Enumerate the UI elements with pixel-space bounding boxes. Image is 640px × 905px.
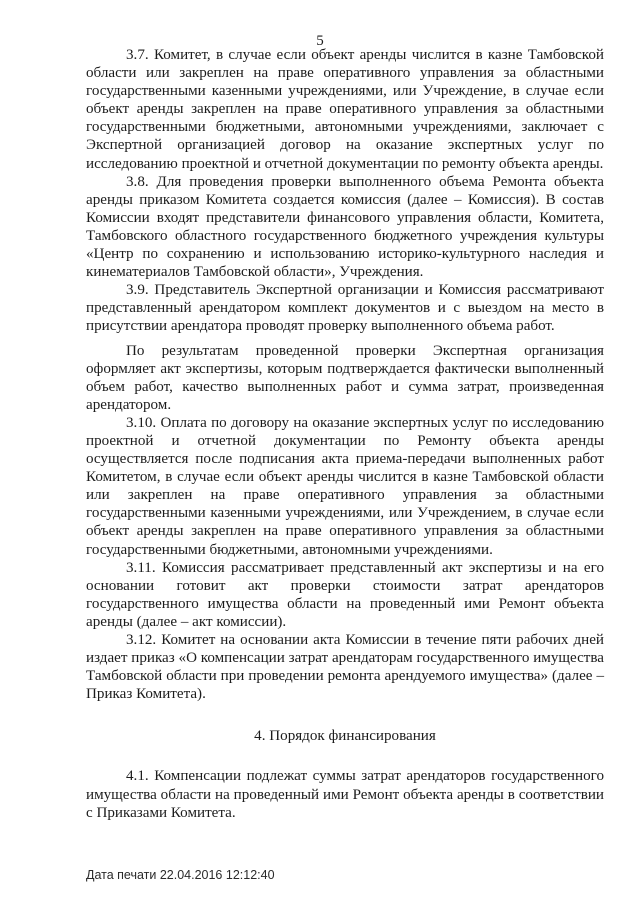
paragraph-3-11: 3.11. Комиссия рассматривает представленный акт экспертизы и на его основании готовит акт проверки стоимости затрат арендаторов государственного имущества области на проведенный ими Ремонт объекта аренды (далее – акт комиссии). bbox=[86, 559, 604, 630]
paragraph-4-1: 4.1. Компенсации подлежат суммы затрат арендаторов государственного имущества области на проведенный ими Ремонт объекта аренды в соответствии с Приказами Комитета. bbox=[86, 768, 604, 821]
paragraph-3-9: 3.9. Представитель Экспертной организации и Комиссия рассматривают представленный арендатором комплект документов и с выездом на место в присутствии арендатора проводят проверку выполненного объема работ. bbox=[86, 282, 604, 335]
paragraph-3-10: 3.10. Оплата по договору на оказание экспертных услуг по исследованию проектной и отчетной документации по Ремонту объекта аренды осуществляется после подписания акта приема-передачи выполненных работ Комитетом, в случае если объект аренды числится в казне Тамбовской области или закреплен на праве оперативного управления за областными государственными казенными учреждениями, или Учреждением, в случае если объект аренды закреплен на праве оперативного управления за областными государственными бюджетными, автономными учреждениями. bbox=[86, 414, 604, 558]
page-number: 5 bbox=[316, 33, 324, 49]
document-body bbox=[86, 46, 604, 822]
print-date-footer: Дата печати 22.04.2016 12:12:40 bbox=[86, 868, 275, 882]
section-heading: 4. Порядок финансирования bbox=[254, 728, 436, 745]
paragraph-3-12: 3.12. Комитет на основании акта Комиссии в течение пяти рабочих дней издает приказ «О компенсации затрат арендаторам государственного имущества Тамбовской области при проведении ремонта арендуемого имущества» (далее – Приказ Комитета). bbox=[86, 632, 604, 703]
paragraph-3-9-results: По результатам проведенной проверки Экспертная организация оформляет акт экспертизы, которым подтверждается фактически выполненный объем работ, качество выполненных работ и сумма затрат, произведенная арендатором. bbox=[86, 342, 604, 413]
paragraph-3-7: 3.7. Комитет, в случае если объект аренды числится в казне Тамбовской области или закреплен на праве оперативного управления за областными государственными казенными учреждениями, или Учреждение, в случае если объект аренды закреплен на праве оперативного управления за областными государственными бюджетными, автономными учреждениями, заключает с Экспертной организацией договор на оказание экспертных услуг по исследованию проектной и отчетной документации по ремонту объекта аренды. bbox=[86, 47, 604, 172]
paragraph-3-8: 3.8. Для проведения проверки выполненного объема Ремонта объекта аренды приказом Комитета создается комиссия (далее – Комиссия). В состав Комиссии входят представители финансового управления области, Комитета, Тамбовского областного государственного бюджетного учреждения культуры «Центр по сохранению и использованию историко-культурного наследия и кинематериалов Тамбовской области», Учреждения. bbox=[86, 173, 604, 281]
